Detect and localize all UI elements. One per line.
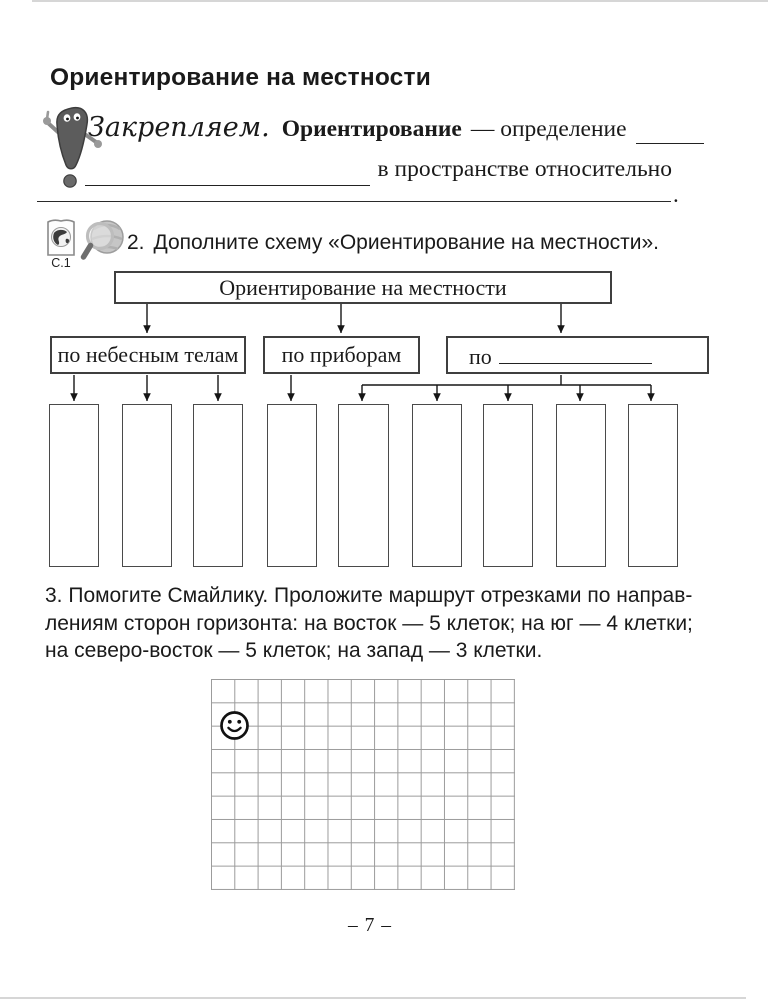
answer-blank-1[interactable] — [636, 143, 704, 144]
definition-continuation: в пространстве относительно — [377, 156, 672, 182]
task3-line-2: лениям сторон горизонта: на восток — 5 клеток; на юг — 4 клетки; — [45, 611, 693, 635]
definition-line-1 — [88, 112, 704, 148]
schema-branch-celestial — [50, 336, 246, 374]
schema-empty-box-3[interactable] — [193, 404, 243, 567]
schema-empty-box-6[interactable] — [412, 404, 462, 567]
task3-line-3: на северо-восток — 5 клеток; на запад — 3 клетки. — [45, 639, 543, 663]
page-number: – 7 – — [348, 915, 392, 936]
source-ref-label: С.1 — [51, 256, 71, 270]
sentence-period: . — [673, 182, 679, 207]
schema-empty-box-7[interactable] — [483, 404, 533, 567]
schema-empty-box-9[interactable] — [628, 404, 678, 567]
schema-branch-instruments — [263, 336, 420, 374]
task3-text — [45, 582, 693, 665]
schema-empty-box-1[interactable] — [49, 404, 99, 567]
task3-line-1: 3. Помогите Смайлику. Проложите маршрут отрезками по направ- — [45, 584, 693, 607]
schema-root-box — [114, 271, 612, 304]
branch2-label: по приборам — [281, 342, 402, 367]
definition-text: — определение — [470, 116, 627, 142]
branch3-answer-blank[interactable] — [499, 363, 652, 364]
scan-edge-bottom — [0, 997, 746, 999]
magnifier-globe-icon — [80, 217, 126, 270]
branch1-label: по небесным телам — [57, 342, 239, 367]
branch3-label: по — [469, 344, 492, 369]
answer-blank-3[interactable] — [37, 172, 671, 202]
task2-number: 2. — [127, 231, 145, 254]
scan-edge-top — [32, 0, 768, 2]
page-title: Ориентирование на местности — [50, 64, 431, 91]
schema-empty-box-8[interactable] — [556, 404, 606, 567]
term-text: Ориентирование — [281, 116, 462, 142]
reinforce-label: Закрепляем. — [88, 112, 270, 143]
task2-text: Дополните схему «Ориентирование на местности». — [153, 231, 660, 254]
schema-empty-box-5[interactable] — [338, 404, 389, 567]
smiley-face-icon — [219, 710, 250, 746]
route-grid[interactable] — [211, 679, 515, 890]
task2-row — [127, 231, 659, 255]
schema-branch-blank — [446, 336, 709, 374]
schema-root-label: Ориентирование на местности — [219, 274, 507, 300]
schema-empty-box-4[interactable] — [267, 404, 317, 567]
schema-empty-box-2[interactable] — [122, 404, 172, 567]
